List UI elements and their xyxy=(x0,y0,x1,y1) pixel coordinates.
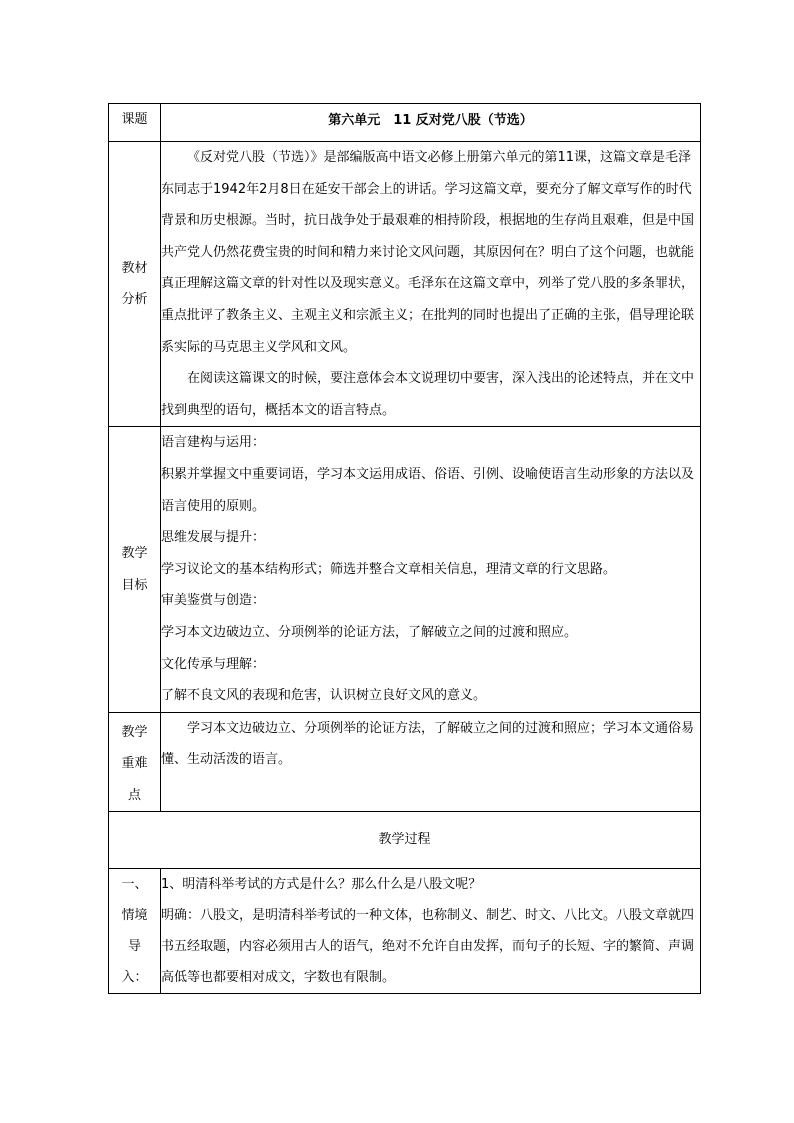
intro-label-line: 一、 xyxy=(121,877,148,893)
difficulty-label-line: 点 xyxy=(127,787,141,803)
intro-question: 1、明清科举考试的方式是什么？那么什么是八股文呢？ xyxy=(161,877,482,893)
difficulty-label-line: 教学 xyxy=(121,724,148,740)
goals-label xyxy=(109,427,161,712)
analysis-label xyxy=(109,142,161,427)
goal-heading: 思维发展与提升： xyxy=(161,530,266,546)
analysis-content xyxy=(161,142,701,427)
lesson-title: 第六单元 11 反对党八股（节选） xyxy=(161,104,701,142)
goal-heading: 文化传承与理解： xyxy=(161,656,266,672)
process-row xyxy=(109,812,701,869)
goal-text: 了解不良文风的表现和危害，认识树立良好文风的意义。 xyxy=(161,688,487,704)
intro-label-line: 入： xyxy=(121,970,148,986)
analysis-label-line: 分析 xyxy=(121,292,148,308)
intro-answer: 明确：八股文，是明清科举考试的一种文体，也称制义、制艺、时文、八比文。八股文章就四书五经取题，内容必须用古人的语气，绝对不允许自由发挥，而句子的长短、字的繁简、声调高低等也都要相对成文，字数也有限制。 xyxy=(161,908,695,986)
intro-label-line: 情境 xyxy=(121,908,148,924)
goal-text: 学习本文边破边立、分项例举的论证方法，了解破立之间的过渡和照应。 xyxy=(161,624,578,640)
lesson-plan-table xyxy=(108,103,701,994)
difficulty-text: 学习本文边破边立、分项例举的论证方法，了解破立之间的过渡和照应；学习本文通俗易懂、生动活泼的语言。 xyxy=(161,720,695,768)
analysis-paragraph: 《反对党八股（节选）》是部编版高中语文必修上册第六单元的第11课，这篇文章是毛泽东同志于1942年2月8日在延安干部会上的讲话。学习这篇文章，要充分了解文章写作的时代背景和历史根源。当时，抗日战争处于最艰难的相持阶段，根据地的生存尚且艰难，但是中国共产党人仍然花费宝贵的时间和精力来讨论文风问题，其原因何在？明白了这个问题，也就能真正理解这篇文章的针对性以及现实意义。毛泽东在这篇文章中，列举了党八股的多条罪状，重点批评了教条主义、主观主义和宗派主义；在批判的同时也提出了正确的主张，倡导理论联系实际的马克思主义学风和文风。 xyxy=(161,150,695,355)
difficulty-label xyxy=(109,712,161,812)
goals-label-line: 目标 xyxy=(121,577,148,593)
title-row xyxy=(109,104,701,142)
difficulty-row xyxy=(109,712,701,812)
goal-heading: 审美鉴赏与创造： xyxy=(161,593,266,609)
intro-row xyxy=(109,869,701,994)
difficulty-label-line: 重难 xyxy=(121,756,148,772)
difficulty-content xyxy=(161,712,701,812)
title-label: 课题 xyxy=(109,104,161,142)
analysis-label-line: 教材 xyxy=(121,260,148,276)
goal-text: 学习议论文的基本结构形式；筛选并整合文章相关信息，理清文章的行文思路。 xyxy=(161,561,617,577)
goals-label-line: 教学 xyxy=(121,546,148,562)
goal-text: 积累并掌握文中重要词语，学习本文运用成语、俗语、引例、设喻使语言生动形象的方法以及语言使用的原则。 xyxy=(161,466,695,514)
intro-label-line: 导 xyxy=(127,939,141,955)
process-heading: 教学过程 xyxy=(109,812,701,869)
goal-heading: 语言建构与运用： xyxy=(161,435,266,451)
analysis-paragraph: 在阅读这篇课文的时候，要注意体会本文说理切中要害，深入浅出的论述特点，并在文中找到典型的语句，概括本文的语言特点。 xyxy=(161,371,695,418)
goals-content xyxy=(161,427,701,712)
intro-content xyxy=(161,869,701,994)
analysis-row xyxy=(109,142,701,427)
goals-row xyxy=(109,427,701,712)
intro-label xyxy=(109,869,161,994)
